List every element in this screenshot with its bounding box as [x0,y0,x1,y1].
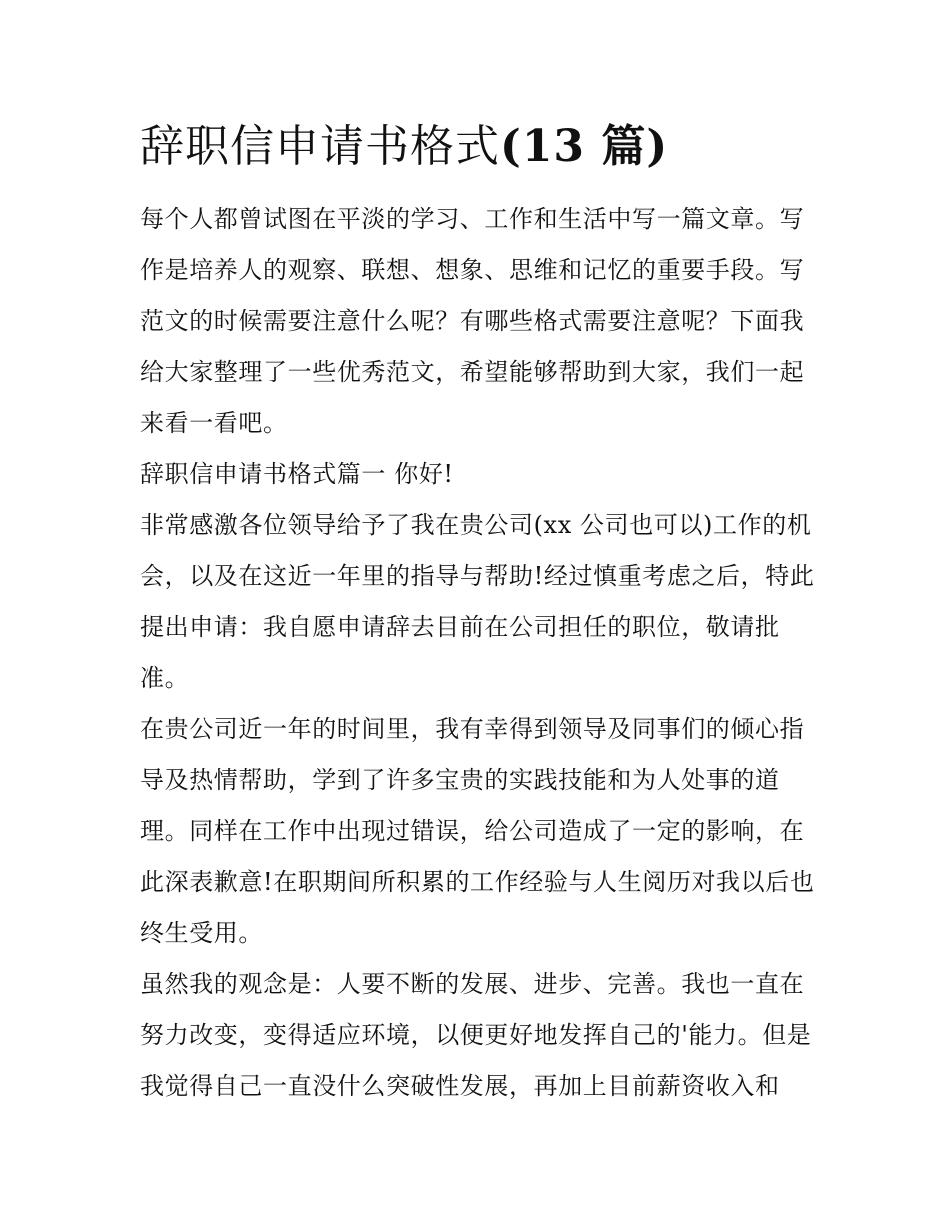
paragraph-heading-1: 辞职信申请书格式篇一 你好! [140,460,454,488]
paragraph-2: 非常感激各位领导给予了我在贵公司(xx 公司也可以)工作的机会，以及在这近一年里的指导与帮助!经过慎重考虑之后，特此提出申请：我自愿申请辞去目前在公司担任的职位，敬请批准。 [140,511,815,692]
document-body [140,194,820,1112]
document-title [140,116,668,178]
paragraph-intro: 每个人都曾试图在平淡的学习、工作和生活中写一篇文章。写作是培养人的观察、联想、想象、思维和记忆的重要手段。写范文的时候需要注意什么呢？有哪些格式需要注意呢？下面我给大家整理了一些优秀范文，希望能够帮助到大家，我们一起来看一看吧。 [140,205,805,437]
title-main: 辞职信申请书格式 [140,121,500,172]
paragraph-3: 在贵公司近一年的时间里，我有幸得到领导及同事们的倾心指导及热情帮助，学到了许多宝贵的实践技能和为人处事的道理。同样在工作中出现过错误，给公司造成了一定的影响，在此深表歉意!在职期间所积累的工作经验与人生阅历对我以后也终生受用。 [140,715,815,947]
title-count: (13 篇) [500,121,669,172]
paragraph-4: 虽然我的观念是：人要不断的发展、进步、完善。我也一直在努力改变，变得适应环境，以便更好地发挥自己的'能力。但是我觉得自己一直没什么突破性发展，再加上目前薪资收入和 [140,970,812,1100]
